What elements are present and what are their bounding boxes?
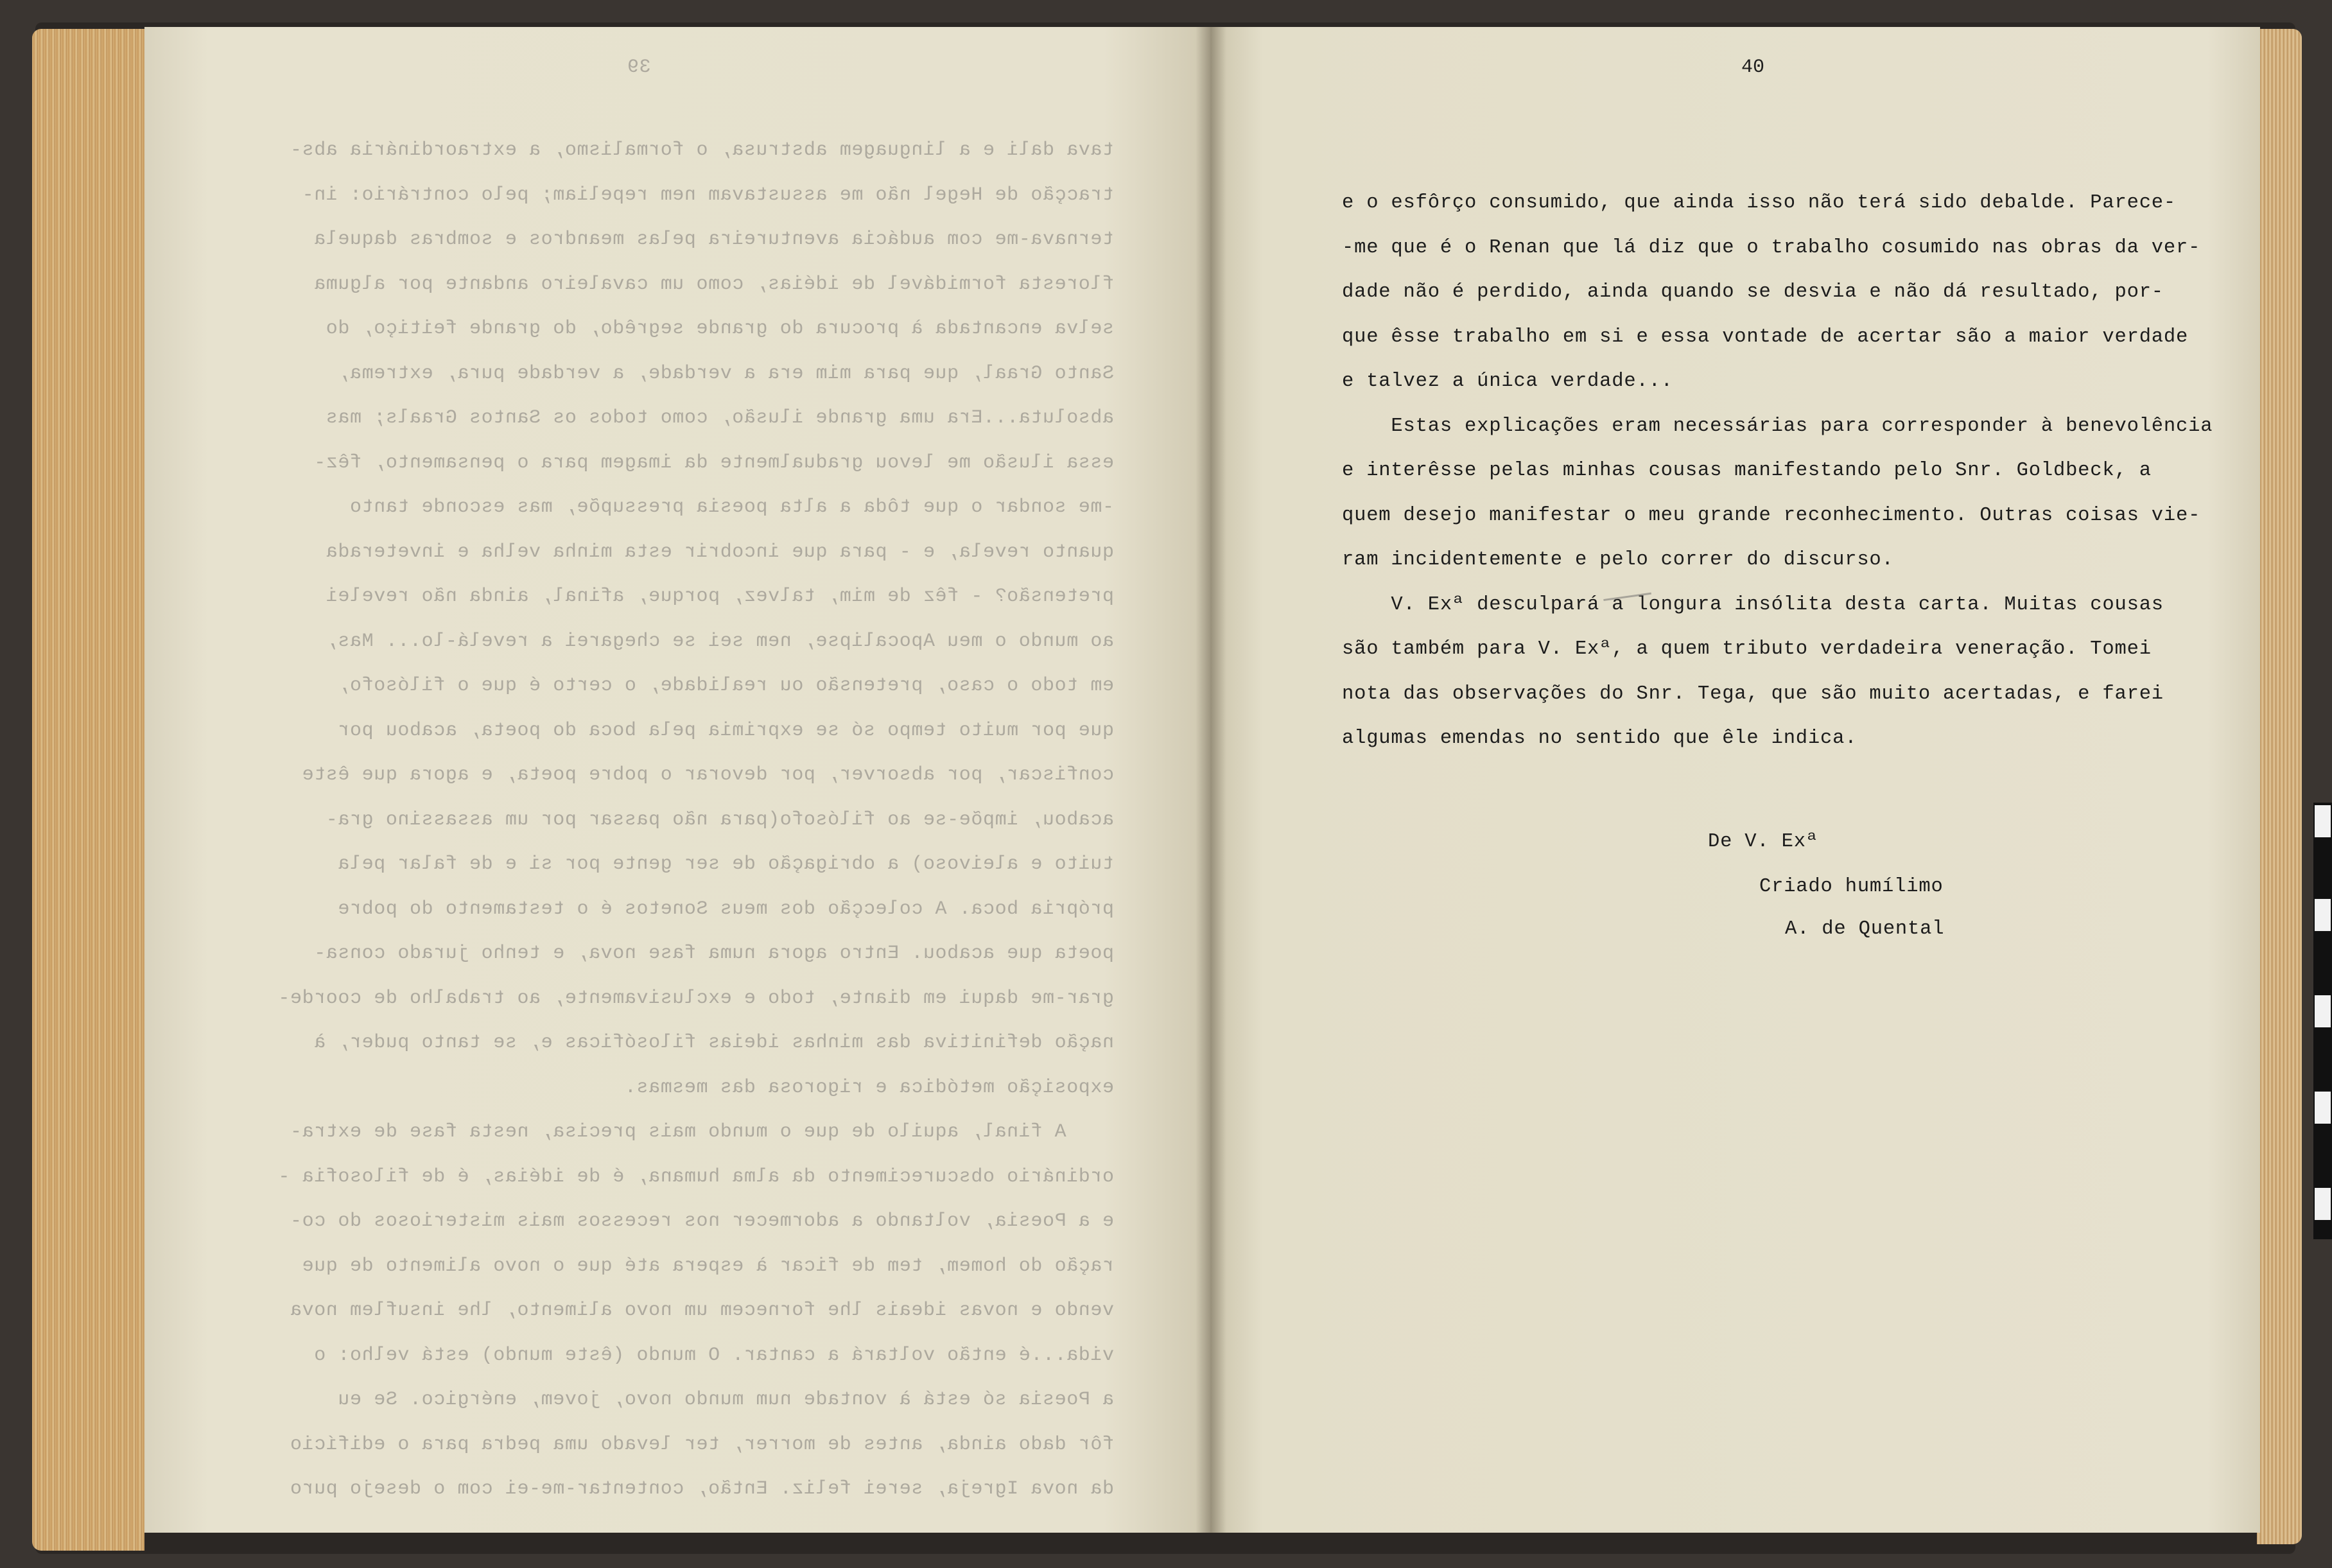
right-page-number: 40 xyxy=(1741,57,1764,78)
bleed-line: quanto revela, e - para que incobrir esta minha velha e inveterada xyxy=(326,541,1114,563)
ruler-tick xyxy=(2315,805,2331,837)
letter-line: quem desejo manifestar o meu grande reconhecimento. Outras coisas vie- xyxy=(1342,504,2201,527)
bleed-line: essa ilusão me levou gradualmente da imagem para o pensamento, fêz- xyxy=(313,451,1114,474)
bleed-line: ao mundo o meu Apocalipse, nem sei se chegarei a revelá-lo... Mas, xyxy=(326,630,1114,652)
letter-line: e o esfôrço consumido, que ainda isso não terá sido debalde. Parece- xyxy=(1342,192,2177,214)
bleed-line: tuito e aleivoso) a obrigação de ser gente por si e de falar pela xyxy=(337,853,1114,875)
bleed-line: -me sondar o que tôda a alta poesia pressupõe, mas esconde tanto xyxy=(349,496,1114,518)
bleed-line: e a Poesia, voltando a adormecer nos recessos mais misteriosos do co- xyxy=(290,1210,1114,1232)
bleed-line: Santo Graal, que para mim era a verdade, a verdade pura, extrema, xyxy=(337,362,1114,385)
bleed-line: confiscar, por absorver, por devorar o pobre poeta, e agora que êste xyxy=(302,764,1114,786)
bleed-line: nação definitiva das minhas ideias filosóficas e, se tanto puder, à xyxy=(313,1032,1114,1054)
left-page-bleed-text xyxy=(164,45,1114,1512)
bleed-line: própria boca. A colecção dos meus Sonetos é o testamento do pobre xyxy=(337,898,1114,920)
letter-line: e interêsse pelas minhas cousas manifestando pelo Snr. Goldbeck, a xyxy=(1342,460,2152,482)
bleed-line: exposição metódica e rigorosa das mesmas. xyxy=(624,1076,1114,1099)
letter-body xyxy=(1342,181,2260,762)
ruler-tick xyxy=(2315,995,2331,1027)
letter-line: V. Exª desculpará a longura insólita desta carta. Muitas cousas xyxy=(1342,593,2164,616)
signature-title: Criado humílimo xyxy=(1759,876,1944,898)
book-gutter xyxy=(1196,27,1226,1533)
bleed-line: fôr dado ainda, antes de morrer, ter levado uma pedra para o edifício xyxy=(290,1433,1114,1456)
ruler-tick xyxy=(2315,899,2331,931)
bleed-line: selva encantada à procura do grande segrêdo, do grande feitiço, do xyxy=(326,318,1114,340)
bleed-line: em todo o caso, pretensão ou realidade, o certo é que o filósofo, xyxy=(337,675,1114,697)
letter-line: dade não é perdido, ainda quando se desvia e não dá resultado, por- xyxy=(1342,281,2164,303)
letter-line: são também para V. Exª, a quem tributo verdadeira veneração. Tomei xyxy=(1342,638,2152,660)
letter-line: Estas explicações eram necessárias para corresponder à benevolência xyxy=(1342,415,2213,437)
bleed-line: poeta que acabou. Entro agora numa fase nova, e tenho jurado consa- xyxy=(313,943,1114,964)
left-page-number: 39 xyxy=(627,57,651,78)
ruler-tick xyxy=(2315,1188,2331,1220)
bleed-line: vendo e novas ideais lhe fornecem um novo alimento, lhe insuflem nova xyxy=(290,1300,1114,1321)
scale-ruler xyxy=(2313,803,2332,1239)
letter-line: -me que é o Renan que lá diz que o trabalho cosumido nas obras da ver- xyxy=(1342,236,2201,259)
bleed-line: da nova Igreja, serei feliz. Então, contentar-me-ei com o desejo puro xyxy=(290,1478,1114,1500)
page-edges-right xyxy=(2257,29,2302,1544)
letter-line: e talvez a única verdade... xyxy=(1342,370,1673,392)
bleed-line: ração do homem, tem de ficar à espera até que o novo alimento de que xyxy=(302,1255,1114,1277)
signature-name: A. de Quental xyxy=(1785,918,1945,940)
closing-line: De V. Exª xyxy=(1708,831,1818,853)
letter-line: que êsse trabalho em si e essa vontade de acertar são a maior verdade xyxy=(1342,326,2189,348)
bleed-line: que por muito tempo só se exprimia pela boca do poeta, acabou por xyxy=(337,719,1114,742)
letter-line: nota das observações do Snr. Tega, que são muito acertadas, e farei xyxy=(1342,683,2164,705)
bleed-line: tava dali e a linguagem abstrusa, o formalismo, a extraordinária abs- xyxy=(290,139,1114,161)
bleed-line: absoluta...Era uma grande ilusão, como todos os Santos Graals; mas xyxy=(326,407,1114,429)
letter-line: algumas emendas no sentido que êle indica. xyxy=(1342,727,1858,749)
bleed-line: A final, aquilo de que o mundo mais precisa, nesta fase de extra- xyxy=(290,1121,1114,1143)
bleed-line: acabou, impõe-se ao filósofo(para não passar por um assassino gra- xyxy=(326,808,1114,831)
bleed-line: grar-me daqui em diante, todo e exclusivamente, ao trabalho de coorde- xyxy=(277,987,1114,1009)
bleed-line: tracção de Hegel não me assustavam nem repeliam; pelo contrário: in- xyxy=(302,184,1114,206)
bleed-line: a Poesia só está à vontade num mundo novo, jovem, enérgico. Se eu xyxy=(337,1389,1114,1411)
bleed-line: ordinário obscurecimento da alma humana, é de idéias, é de filosofia - xyxy=(277,1165,1114,1188)
bleed-line: ternava-me com audácia aventureira pelas meandros e sombras daquela xyxy=(313,229,1114,250)
letter-line: ram incidentemente e pelo correr do discurso. xyxy=(1342,549,1894,571)
bleed-line: floresta formidável de idéias, como um cavaleiro andante por alguma xyxy=(313,273,1114,295)
page-edges-left xyxy=(32,29,144,1551)
bleed-line: pretensão? - fêz de mim, talvez, porque, afinal, ainda não revelei xyxy=(326,586,1114,607)
ruler-tick xyxy=(2315,1092,2331,1124)
bleed-line: vida...é então voltará a cantar. O mundo (êste mundo) está velho: o xyxy=(313,1344,1114,1366)
bleed-lines xyxy=(164,128,1114,1512)
